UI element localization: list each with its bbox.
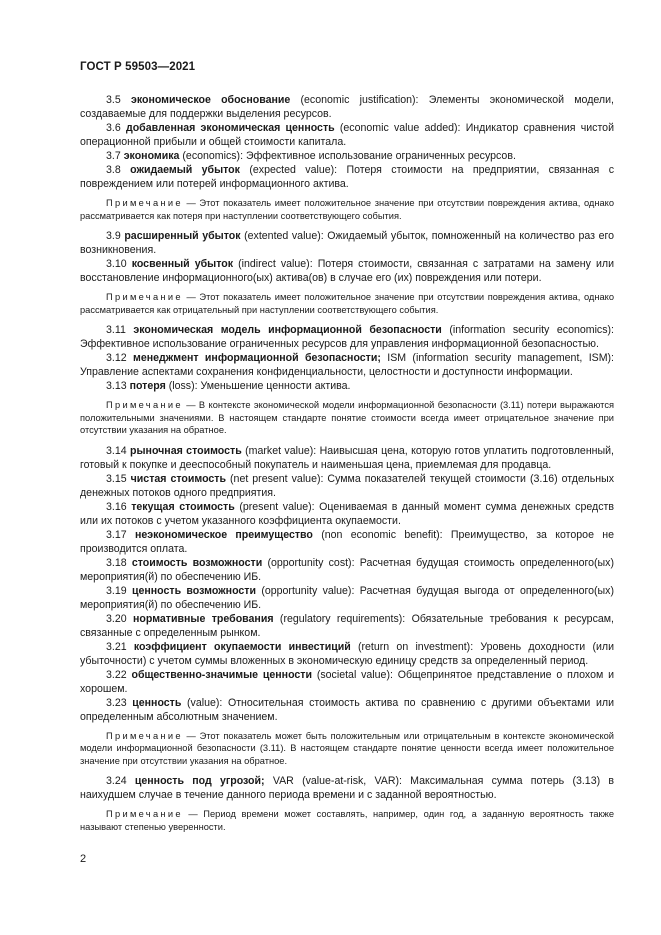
- term-entry: 3.24 ценность под угрозой; VAR (value-at-risk, VAR): Максимальная сумма потерь (3.13) в наихудшем случае в течение данного периода времени и с заданной вероятностью.: [80, 775, 614, 801]
- page-number: 2: [80, 853, 87, 865]
- term-entry: 3.14 рыночная стоимость (market value): Наивысшая цена, которую готов уплатить подготовленный, готовый к покупке и дееспособный покупатель и наименьшая цена, приемлемая для продавца.: [80, 444, 615, 471]
- term-entry: 3.15 чистая стоимость (net present value): Сумма показателей текущей стоимости (3.16) отдельных денежных потоков одного предприятия.: [80, 472, 614, 499]
- note: Примечание — Этот показатель имеет положительное значение при отсутствии повреждения актива, однако рассматривается как отрицательный при наступлении соответствующего события.: [80, 292, 614, 315]
- term-entry: 3.7 экономика (economics): Эффективное использование ограниченных ресурсов.: [106, 150, 516, 162]
- term-entry: 3.10 косвенный убыток (indirect value): Потеря стоимости, связанная с затратами на замену или восстановление информационного(ых) актива(ов) в случае его (их) повреждения или потери.: [80, 258, 614, 284]
- term-entry: 3.18 стоимость возможности (opportunity cost): Расчетная будущая стоимость определенного(ых) мероприятия(й) по обеспечению ИБ.: [80, 556, 614, 583]
- note: Примечание — В контексте экономической модели информационной безопасности (3.11) потери выражаются положительными значениями. В настоящем стандарте понятие стоимости всегда имеет отрицательное значение при отсутствии указания на обратное.: [80, 400, 614, 435]
- term-entry: 3.21 коэффициент окупаемости инвестиций (return on investment): Уровень доходности (или убыточности) с учетом суммы вложенных в экономическую единицу средств за определенный период.: [80, 640, 614, 667]
- document-header: ГОСТ Р 59503—2021: [80, 61, 196, 73]
- term-entry: 3.17 неэкономическое преимущество (non economic benefit): Преимущество, за которое не производится оплата.: [80, 528, 615, 555]
- term-entry: 3.8 ожидаемый убыток (expected value): Потеря стоимости на предприятии, связанная с повреждением или потерей информационного актива.: [80, 164, 614, 190]
- term-entry: 3.16 текущая стоимость (present value): Оцениваемая в данный момент сумма денежных средств или их потоков с учетом указанного коэффициента окупаемости.: [80, 500, 614, 527]
- term-entry: 3.23 ценность (value): Относительная стоимость актива по сравнению с другими объектами или определенным абсолютным значением.: [80, 696, 614, 723]
- term-entry: 3.5 экономическое обоснование (economic justification): Элементы экономической модели, создаваемые для поддержки выделения ресурсов.: [80, 94, 614, 120]
- term-entry: 3.12 менеджмент информационной безопасности; ISM (information security management, ISM): Управление аспектами сохранения конфиденциальности, целостности и доступности информации.: [80, 352, 614, 378]
- term-entry: 3.11 экономическая модель информационной безопасности (information security economics): Эффективное использование ограниченных ресурсов для управления информационной безопасностью.: [80, 324, 615, 350]
- note: Примечание — Период времени может составлять, например, один год, а заданную вероятность также называют степенью уверенности.: [80, 809, 614, 832]
- term-entry: 3.9 расширенный убыток (extented value): Ожидаемый убыток, помноженный на количество раз его возникновения.: [80, 230, 614, 256]
- term-entry: 3.22 общественно-значимые ценности (societal value): Общепринятое представление о плохом и хорошем.: [80, 668, 614, 695]
- term-entry: 3.6 добавленная экономическая ценность (economic value added): Индикатор сравнения чистой операционной прибыли и общей стоимости капитала.: [80, 122, 614, 148]
- note: Примечание — Этот показатель имеет положительное значение при отсутствии повреждения актива, однако рассматривается как потеря при наступлении соответствующего события.: [80, 198, 614, 221]
- note: Примечание — Этот показатель может быть положительным или отрицательным в контексте экономической модели информационной безопасности (3.11). В настоящем стандарте понятие ценности всегда имеет положительное значение при отсутствии указания на обратное.: [80, 730, 614, 766]
- document-body: [80, 93, 614, 840]
- term-entry: 3.20 нормативные требования (regulatory requirements): Обязательные требования к ресурсам, связанные с определенным рынком.: [80, 612, 614, 639]
- term-entry: 3.19 ценность возможности (opportunity value): Расчетная будущая выгода от определенного(ых) мероприятия(й) по обеспечению ИБ.: [80, 584, 614, 611]
- term-entry: 3.13 потеря (loss): Уменьшение ценности актива.: [106, 380, 351, 392]
